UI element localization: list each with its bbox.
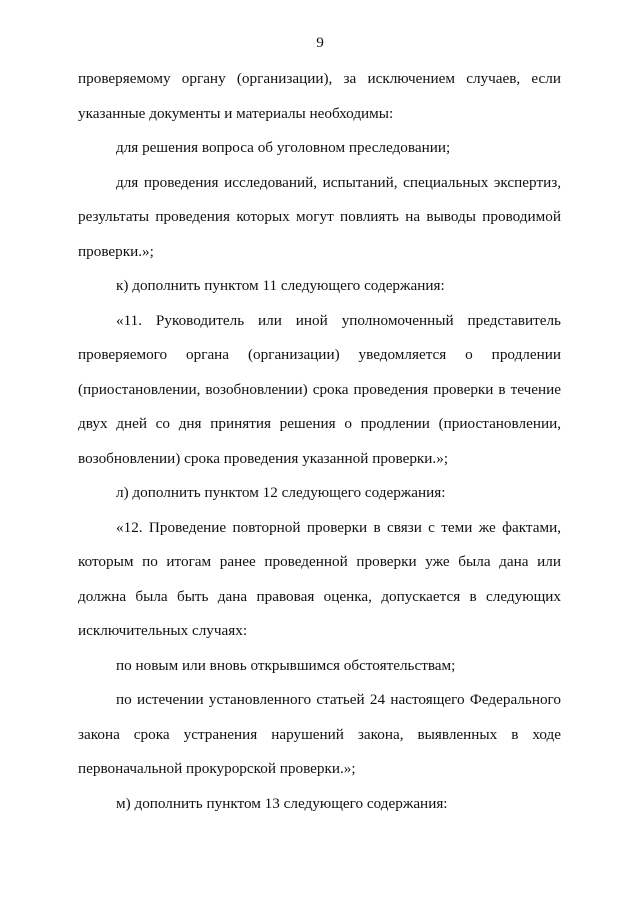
paragraph-8: по новым или вновь открывшимся обстоятельствам; — [116, 656, 456, 674]
page-number: 9 — [316, 34, 324, 51]
paragraph-3: для проведения исследований, испытаний, специальных экспертиз, результаты проведения которых могут повлиять на выводы проводимой проверки.»; — [78, 173, 561, 260]
paragraph-6: л) дополнить пунктом 12 следующего содержания: — [116, 484, 446, 501]
paragraph-10: м) дополнить пунктом 13 следующего содержания: — [116, 794, 448, 812]
document-body — [78, 62, 561, 821]
paragraph-7: «12. Проведение повторной проверки в связи с теми же фактами, которым по итогам ранее проведенной проверки уже была дана или должна была быть дана правовая оценка, допускается в следующих исключительных случаях: — [78, 518, 561, 639]
paragraph-4: к) дополнить пунктом 11 следующего содержания: — [116, 277, 445, 294]
paragraph-9: по истечении установленного статьей 24 настоящего Федерального закона срока устранения нарушений закона, выявленных в ходе первоначальной прокурорской проверки.»; — [78, 691, 561, 777]
paragraph-5: «11. Руководитель или иной уполномоченный представитель проверяемого органа (организации) уведомляется о продлении (приостановлении, возобновлении) срока проведения проверки в течение двух дней со дня принятия решения о продлении (приостановлении, возобновлении) срока проведения указанной проверки.»; — [78, 311, 561, 467]
paragraph-2: для решения вопроса об уголовном преследовании; — [116, 139, 451, 156]
paragraph-1: проверяемому органу (организации), за исключением случаев, если указанные документы и материалы необходимы: — [78, 70, 561, 122]
